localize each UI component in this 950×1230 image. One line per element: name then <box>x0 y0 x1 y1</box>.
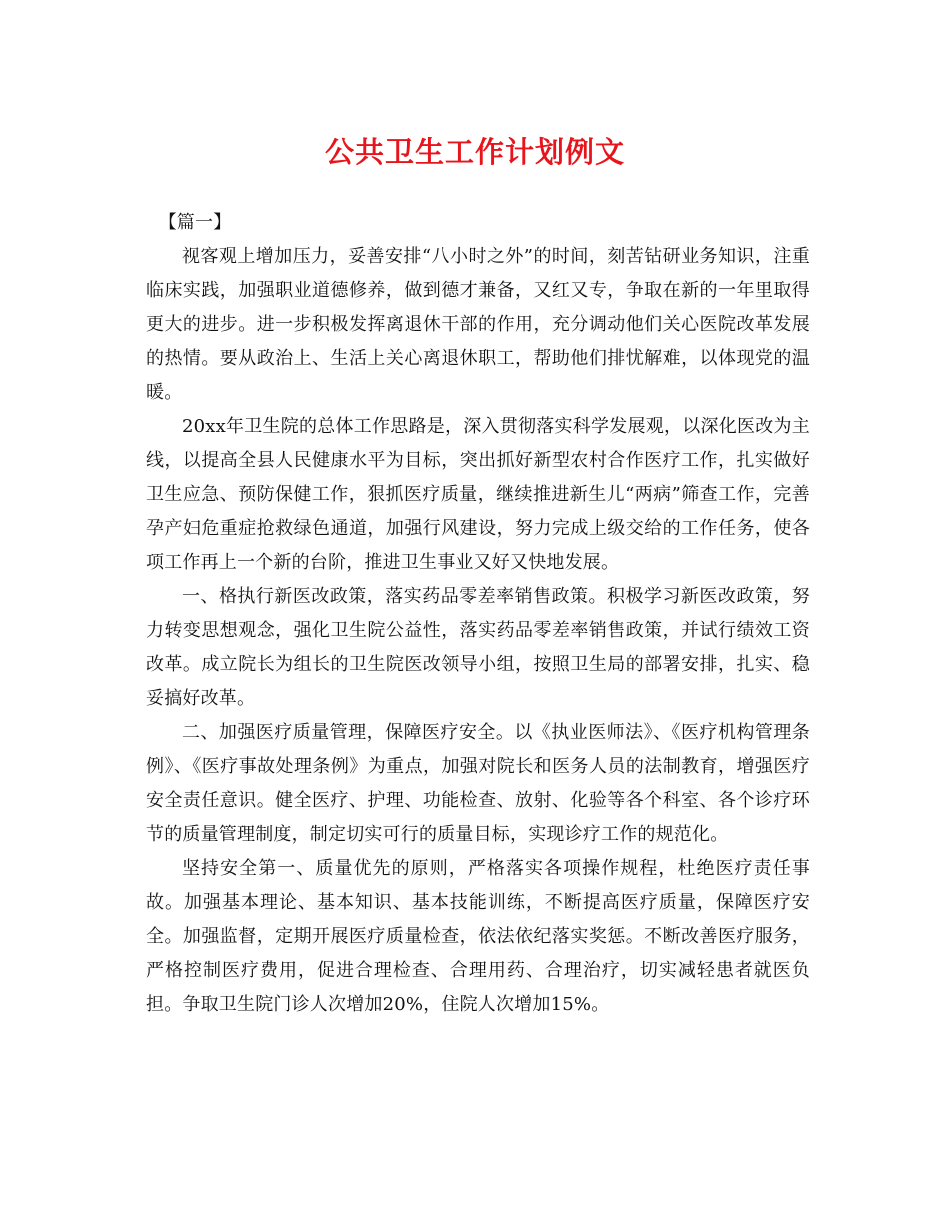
paragraph-3: 一、格执行新医改政策，落实药品零差率销售政策。积极学习新医改政策，努力转变思想观念，强化卫生院公益性，落实药品零差率销售政策，并试行绩效工资改革。成立院长为组长的卫生院医改领导小组，按照卫生局的部署安排，扎实、稳妥搞好改革。 <box>146 586 810 709</box>
paragraph-1: 视客观上增加压力，妥善安排“八小时之外”的时间，刻苦钻研业务知识，注重临床实践，加强职业道德修养，做到德才兼备，又红又专，争取在新的一年里取得更大的进步。进一步积极发挥离退休干部的作用，充分调动他们关心医院改革发展的热情。要从政治上、生活上关心离退休职工，帮助他们排忧解难，以体现党的温暖。 <box>146 246 810 403</box>
document-body <box>146 206 810 1022</box>
paragraph-2: 20xx年卫生院的总体工作思路是，深入贯彻落实科学发展观，以深化医改为主线，以提高全县人民健康水平为目标，突出抓好新型农村合作医疗工作，扎实做好卫生应急、预防保健工作，狠抓医疗质量，继续推进新生儿“两病”筛查工作，完善孕产妇危重症抢救绿色通道，加强行风建设，努力完成上级交给的工作任务，使各项工作再上一个新的台阶，推进卫生事业又好又快地发展。 <box>146 416 810 573</box>
section-label: 【篇一】 <box>158 212 232 233</box>
paragraph-4: 二、加强医疗质量管理，保障医疗安全。以《执业医师法》、《医疗机构管理条例》、《医疗事故处理条例》为重点，加强对院长和医务人员的法制教育，增强医疗安全责任意识。健全医疗、护理、功能检查、放射、化验等各个科室、各个诊疗环节的质量管理制度，制定切实可行的质量目标，实现诊疗工作的规范化。 <box>146 722 810 845</box>
document-title: 公共卫生工作计划例文 <box>324 135 625 169</box>
paragraph-5: 坚持安全第一、质量优先的原则，严格落实各项操作规程，杜绝医疗责任事故。加强基本理论、基本知识、基本技能训练，不断提高医疗质量，保障医疗安全。加强监督，定期开展医疗质量检查，依法依纪落实奖惩。不断改善医疗服务，严格控制医疗费用，促进合理检查、合理用药、合理治疗，切实减轻患者就医负担。争取卫生院门诊人次增加20%，住院人次增加15%。 <box>146 858 810 1015</box>
